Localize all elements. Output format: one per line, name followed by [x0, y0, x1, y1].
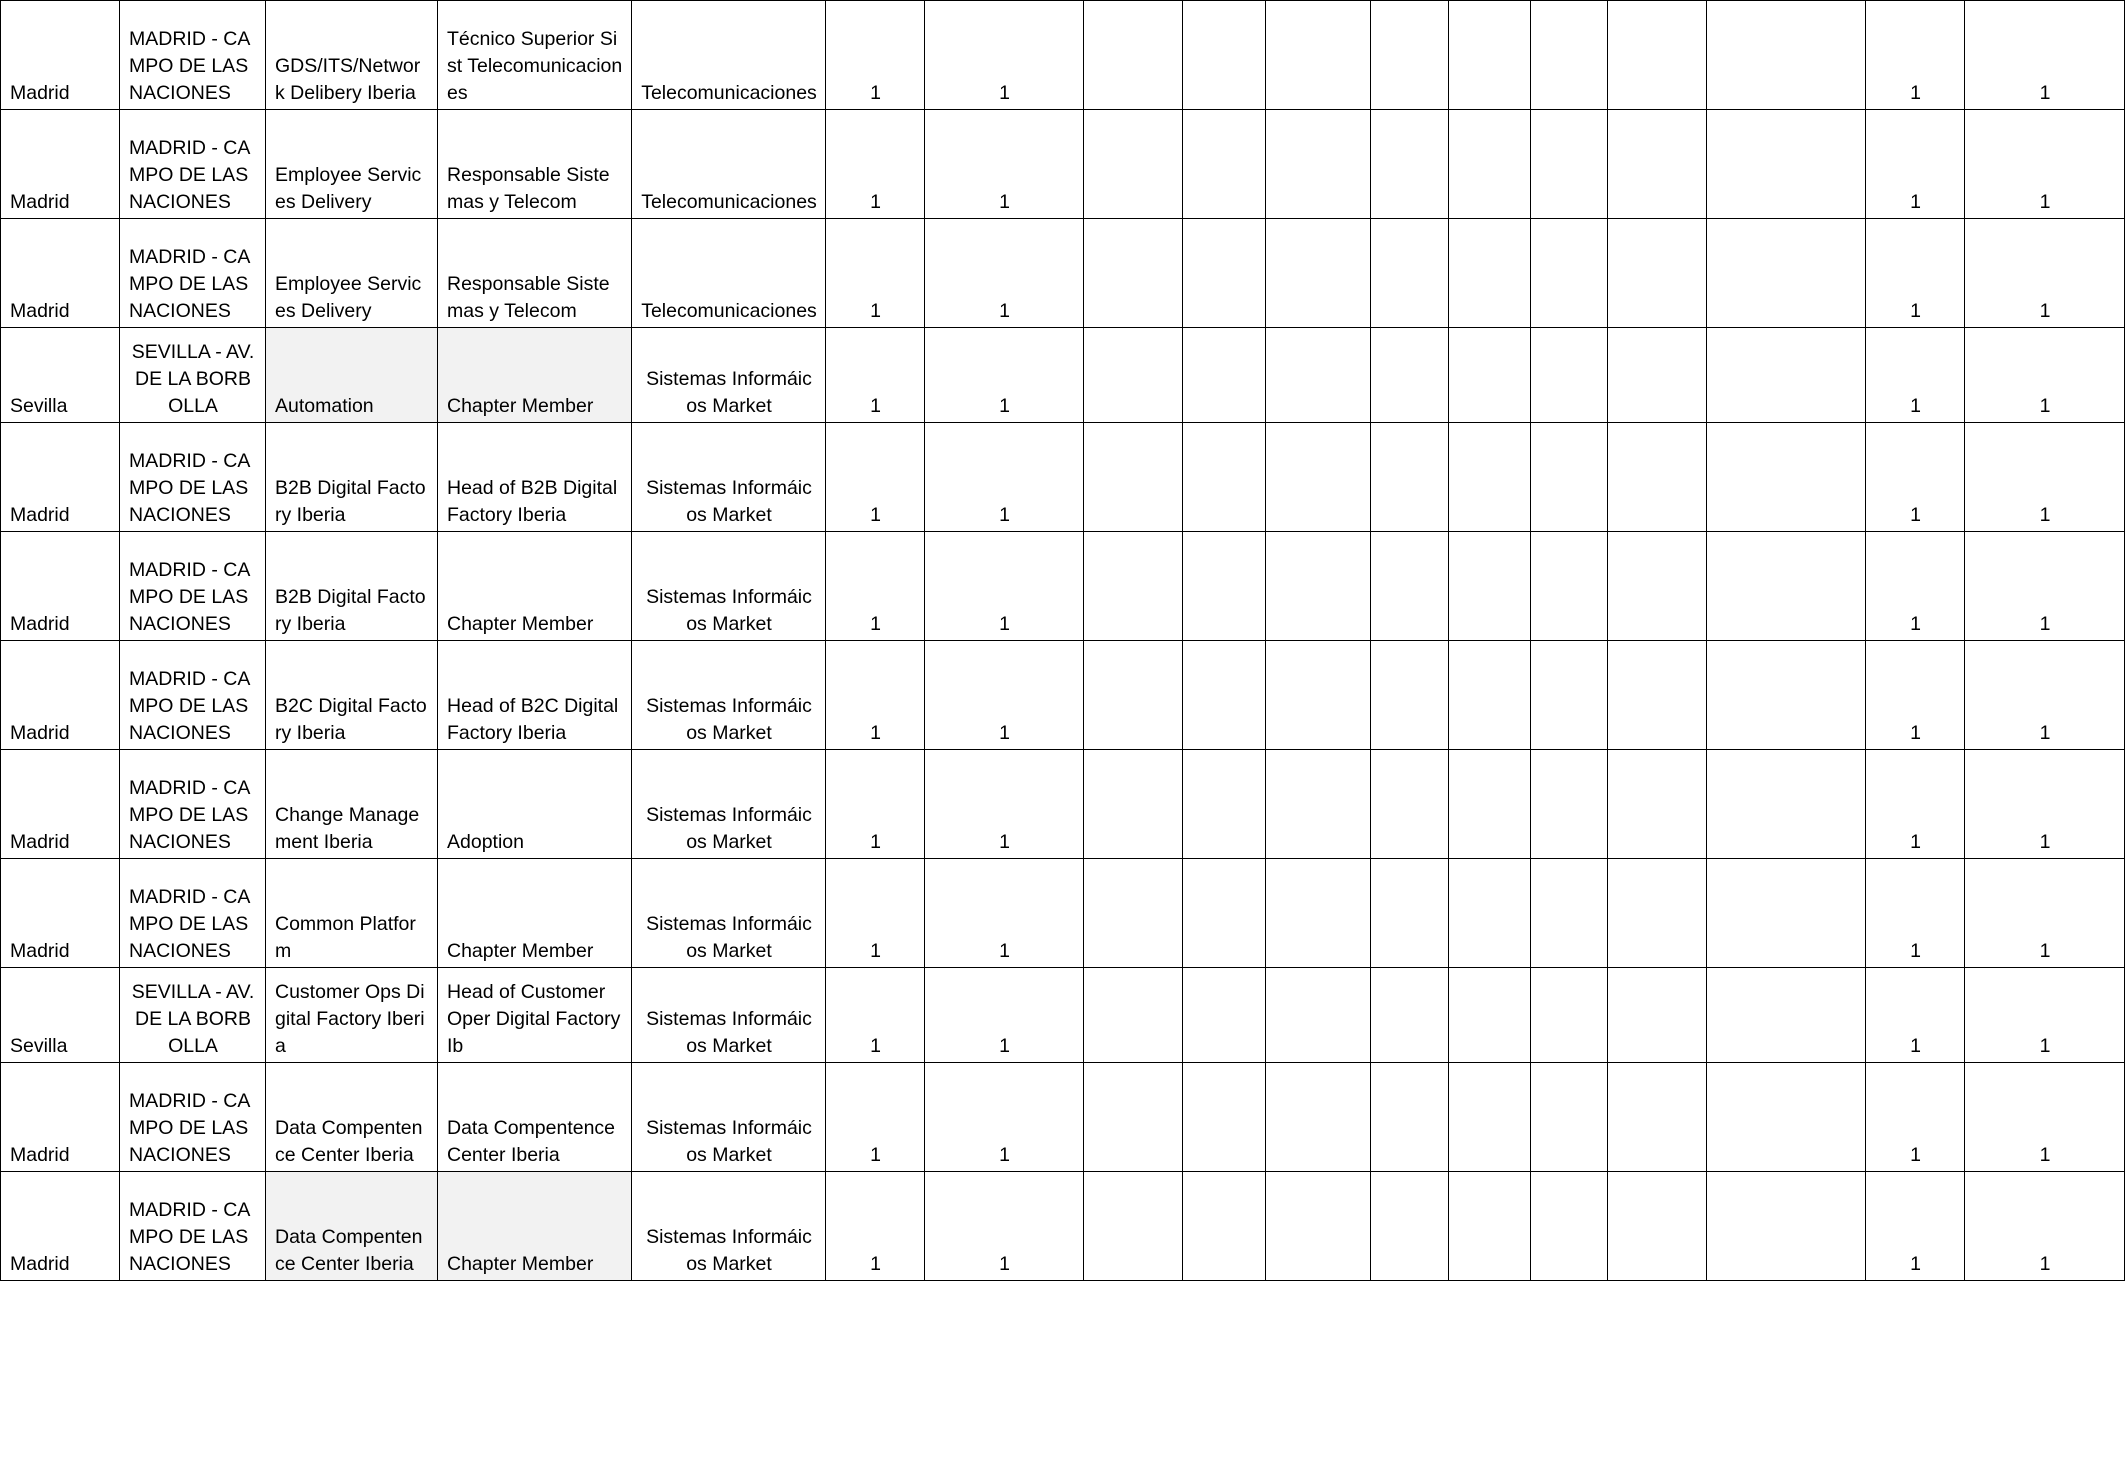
- role-cell[interactable]: Técnico Superior Sist Telecomunicaciones: [438, 1, 632, 110]
- empty-cell[interactable]: [1531, 641, 1608, 750]
- count-cell[interactable]: 1: [826, 1063, 925, 1172]
- table-row: [1, 423, 2125, 532]
- empty-cell[interactable]: [1266, 1, 1371, 110]
- table-row: [1, 859, 2125, 968]
- empty-cell[interactable]: [1707, 1172, 1866, 1281]
- empty-cell[interactable]: [1183, 328, 1266, 423]
- table-row: [1, 110, 2125, 219]
- count-cell[interactable]: 1: [1965, 859, 2125, 968]
- empty-cell[interactable]: [1449, 641, 1531, 750]
- role-cell[interactable]: Responsable Sistemas y Telecom: [438, 219, 632, 328]
- empty-cell[interactable]: [1084, 641, 1183, 750]
- count-cell[interactable]: 1: [826, 110, 925, 219]
- role-cell[interactable]: Chapter Member: [438, 859, 632, 968]
- empty-cell[interactable]: [1371, 1172, 1449, 1281]
- count-cell[interactable]: 1: [1866, 641, 1965, 750]
- role-cell[interactable]: Chapter Member: [438, 1172, 632, 1281]
- count-cell[interactable]: 1: [1866, 219, 1965, 328]
- empty-cell[interactable]: [1266, 1172, 1371, 1281]
- empty-cell[interactable]: [1183, 968, 1266, 1063]
- table-row: [1, 1, 2125, 110]
- empty-cell[interactable]: [1608, 328, 1707, 423]
- empty-cell[interactable]: [1608, 859, 1707, 968]
- table-row: [1, 968, 2125, 1063]
- role-cell[interactable]: Chapter Member: [438, 532, 632, 641]
- empty-cell[interactable]: [1531, 750, 1608, 859]
- category-cell[interactable]: Sistemas Informáicos Market: [632, 423, 826, 532]
- city-cell[interactable]: Madrid: [1, 750, 120, 859]
- category-cell[interactable]: Sistemas Informáicos Market: [632, 641, 826, 750]
- count-cell[interactable]: 1: [826, 859, 925, 968]
- count-cell[interactable]: 1: [826, 219, 925, 328]
- role-cell[interactable]: Responsable Sistemas y Telecom: [438, 110, 632, 219]
- site-cell[interactable]: MADRID - CAMPO DE LAS NACIONES: [120, 532, 266, 641]
- site-cell[interactable]: MADRID - CAMPO DE LAS NACIONES: [120, 859, 266, 968]
- category-cell[interactable]: Sistemas Informáicos Market: [632, 750, 826, 859]
- empty-cell[interactable]: [1183, 423, 1266, 532]
- site-cell[interactable]: MADRID - CAMPO DE LAS NACIONES: [120, 1172, 266, 1281]
- unit-cell[interactable]: Data Compentence Center Iberia: [266, 1063, 438, 1172]
- empty-cell[interactable]: [1707, 968, 1866, 1063]
- site-cell[interactable]: MADRID - CAMPO DE LAS NACIONES: [120, 219, 266, 328]
- empty-cell[interactable]: [1266, 750, 1371, 859]
- empty-cell[interactable]: [1084, 110, 1183, 219]
- count-cell[interactable]: 1: [1965, 532, 2125, 641]
- city-cell[interactable]: Madrid: [1, 110, 120, 219]
- empty-cell[interactable]: [1707, 859, 1866, 968]
- count-cell[interactable]: 1: [1965, 1172, 2125, 1281]
- empty-cell[interactable]: [1449, 1172, 1531, 1281]
- count-cell[interactable]: 1: [925, 1063, 1084, 1172]
- empty-cell[interactable]: [1449, 110, 1531, 219]
- empty-cell[interactable]: [1608, 1063, 1707, 1172]
- city-cell[interactable]: Madrid: [1, 859, 120, 968]
- unit-cell[interactable]: Employee Services Delivery: [266, 110, 438, 219]
- site-cell[interactable]: SEVILLA - AV.DE LA BORBOLLA: [120, 328, 266, 423]
- empty-cell[interactable]: [1266, 423, 1371, 532]
- city-cell[interactable]: Madrid: [1, 1063, 120, 1172]
- empty-cell[interactable]: [1084, 968, 1183, 1063]
- table-row: [1, 219, 2125, 328]
- role-cell[interactable]: Adoption: [438, 750, 632, 859]
- empty-cell[interactable]: [1449, 328, 1531, 423]
- empty-cell[interactable]: [1449, 532, 1531, 641]
- empty-cell[interactable]: [1449, 750, 1531, 859]
- empty-cell[interactable]: [1531, 859, 1608, 968]
- empty-cell[interactable]: [1084, 750, 1183, 859]
- empty-cell[interactable]: [1266, 110, 1371, 219]
- count-cell[interactable]: 1: [1965, 110, 2125, 219]
- count-cell[interactable]: 1: [1866, 750, 1965, 859]
- category-cell[interactable]: Telecomunicaciones: [632, 219, 826, 328]
- site-cell[interactable]: MADRID - CAMPO DE LAS NACIONES: [120, 750, 266, 859]
- empty-cell[interactable]: [1531, 968, 1608, 1063]
- count-cell[interactable]: 1: [925, 219, 1084, 328]
- empty-cell[interactable]: [1266, 1063, 1371, 1172]
- category-cell[interactable]: Telecomunicaciones: [632, 1, 826, 110]
- empty-cell[interactable]: [1266, 641, 1371, 750]
- count-cell[interactable]: 1: [1965, 1, 2125, 110]
- table-row: [1, 641, 2125, 750]
- table-row: [1, 532, 2125, 641]
- empty-cell[interactable]: [1266, 968, 1371, 1063]
- count-cell[interactable]: 1: [1866, 859, 1965, 968]
- category-cell[interactable]: Sistemas Informáicos Market: [632, 968, 826, 1063]
- table-body: [1, 1, 2125, 1281]
- empty-cell[interactable]: [1608, 750, 1707, 859]
- empty-cell[interactable]: [1608, 641, 1707, 750]
- empty-cell[interactable]: [1531, 219, 1608, 328]
- empty-cell[interactable]: [1371, 219, 1449, 328]
- city-cell[interactable]: Sevilla: [1, 328, 120, 423]
- empty-cell[interactable]: [1084, 423, 1183, 532]
- site-cell[interactable]: MADRID - CAMPO DE LAS NACIONES: [120, 110, 266, 219]
- count-cell[interactable]: 1: [925, 859, 1084, 968]
- empty-cell[interactable]: [1183, 110, 1266, 219]
- category-cell[interactable]: Telecomunicaciones: [632, 110, 826, 219]
- count-cell[interactable]: 1: [925, 1172, 1084, 1281]
- site-cell[interactable]: MADRID - CAMPO DE LAS NACIONES: [120, 1, 266, 110]
- empty-cell[interactable]: [1084, 328, 1183, 423]
- empty-cell[interactable]: [1449, 1063, 1531, 1172]
- unit-cell[interactable]: B2B Digital Factory Iberia: [266, 532, 438, 641]
- empty-cell[interactable]: [1084, 1, 1183, 110]
- empty-cell[interactable]: [1084, 219, 1183, 328]
- table-row: [1, 1172, 2125, 1281]
- empty-cell[interactable]: [1183, 750, 1266, 859]
- count-cell[interactable]: 1: [925, 1, 1084, 110]
- count-cell[interactable]: 1: [925, 532, 1084, 641]
- empty-cell[interactable]: [1084, 1172, 1183, 1281]
- empty-cell[interactable]: [1608, 968, 1707, 1063]
- count-cell[interactable]: 1: [1866, 1172, 1965, 1281]
- empty-cell[interactable]: [1608, 219, 1707, 328]
- role-cell[interactable]: Chapter Member: [438, 328, 632, 423]
- empty-cell[interactable]: [1371, 859, 1449, 968]
- site-cell[interactable]: MADRID - CAMPO DE LAS NACIONES: [120, 423, 266, 532]
- unit-cell[interactable]: GDS/ITS/Network Delibery Iberia: [266, 1, 438, 110]
- count-cell[interactable]: 1: [925, 328, 1084, 423]
- empty-cell[interactable]: [1531, 110, 1608, 219]
- empty-cell[interactable]: [1371, 328, 1449, 423]
- empty-cell[interactable]: [1531, 328, 1608, 423]
- count-cell[interactable]: 1: [1965, 1063, 2125, 1172]
- count-cell[interactable]: 1: [826, 641, 925, 750]
- count-cell[interactable]: 1: [1866, 1063, 1965, 1172]
- category-cell[interactable]: Sistemas Informáicos Market: [632, 532, 826, 641]
- count-cell[interactable]: 1: [1866, 110, 1965, 219]
- empty-cell[interactable]: [1531, 1, 1608, 110]
- empty-cell[interactable]: [1608, 1172, 1707, 1281]
- role-cell[interactable]: Head of B2C Digital Factory Iberia: [438, 641, 632, 750]
- empty-cell[interactable]: [1266, 532, 1371, 641]
- empty-cell[interactable]: [1531, 1063, 1608, 1172]
- empty-cell[interactable]: [1371, 532, 1449, 641]
- empty-cell[interactable]: [1707, 532, 1866, 641]
- category-cell[interactable]: Sistemas Informáicos Market: [632, 859, 826, 968]
- empty-cell[interactable]: [1371, 641, 1449, 750]
- unit-cell[interactable]: Change Management Iberia: [266, 750, 438, 859]
- unit-cell[interactable]: Automation: [266, 328, 438, 423]
- empty-cell[interactable]: [1449, 968, 1531, 1063]
- empty-cell[interactable]: [1183, 532, 1266, 641]
- unit-cell[interactable]: Common Platform: [266, 859, 438, 968]
- table-row: [1, 1063, 2125, 1172]
- empty-cell[interactable]: [1183, 219, 1266, 328]
- site-cell[interactable]: MADRID - CAMPO DE LAS NACIONES: [120, 641, 266, 750]
- count-cell[interactable]: 1: [925, 750, 1084, 859]
- count-cell[interactable]: 1: [1866, 968, 1965, 1063]
- empty-cell[interactable]: [1084, 859, 1183, 968]
- count-cell[interactable]: 1: [1965, 219, 2125, 328]
- empty-cell[interactable]: [1266, 328, 1371, 423]
- empty-cell[interactable]: [1449, 1, 1531, 110]
- table-row: [1, 328, 2125, 423]
- category-cell[interactable]: Sistemas Informáicos Market: [632, 1172, 826, 1281]
- empty-cell[interactable]: [1449, 219, 1531, 328]
- empty-cell[interactable]: [1707, 641, 1866, 750]
- city-cell[interactable]: Madrid: [1, 219, 120, 328]
- count-cell[interactable]: 1: [826, 328, 925, 423]
- unit-cell[interactable]: B2C Digital Factory Iberia: [266, 641, 438, 750]
- empty-cell[interactable]: [1707, 219, 1866, 328]
- count-cell[interactable]: 1: [1965, 328, 2125, 423]
- unit-cell[interactable]: B2B Digital Factory Iberia: [266, 423, 438, 532]
- empty-cell[interactable]: [1183, 1172, 1266, 1281]
- empty-cell[interactable]: [1707, 750, 1866, 859]
- count-cell[interactable]: 1: [826, 1172, 925, 1281]
- count-cell[interactable]: 1: [925, 110, 1084, 219]
- role-cell[interactable]: Head of B2B Digital Factory Iberia: [438, 423, 632, 532]
- count-cell[interactable]: 1: [1965, 423, 2125, 532]
- count-cell[interactable]: 1: [925, 641, 1084, 750]
- empty-cell[interactable]: [1608, 423, 1707, 532]
- count-cell[interactable]: 1: [1866, 423, 1965, 532]
- empty-cell[interactable]: [1608, 110, 1707, 219]
- empty-cell[interactable]: [1707, 1, 1866, 110]
- city-cell[interactable]: Madrid: [1, 641, 120, 750]
- city-cell[interactable]: Madrid: [1, 423, 120, 532]
- count-cell[interactable]: 1: [826, 1, 925, 110]
- empty-cell[interactable]: [1531, 423, 1608, 532]
- empty-cell[interactable]: [1371, 750, 1449, 859]
- empty-cell[interactable]: [1371, 968, 1449, 1063]
- category-cell[interactable]: Sistemas Informáicos Market: [632, 1063, 826, 1172]
- count-cell[interactable]: 1: [1866, 328, 1965, 423]
- empty-cell[interactable]: [1371, 1, 1449, 110]
- city-cell[interactable]: Sevilla: [1, 968, 120, 1063]
- empty-cell[interactable]: [1531, 1172, 1608, 1281]
- site-cell[interactable]: MADRID - CAMPO DE LAS NACIONES: [120, 1063, 266, 1172]
- empty-cell[interactable]: [1183, 859, 1266, 968]
- unit-cell[interactable]: Employee Services Delivery: [266, 219, 438, 328]
- role-cell[interactable]: Head of Customer Oper Digital Factory Ib: [438, 968, 632, 1063]
- count-cell[interactable]: 1: [1965, 641, 2125, 750]
- city-cell[interactable]: Madrid: [1, 532, 120, 641]
- count-cell[interactable]: 1: [925, 968, 1084, 1063]
- empty-cell[interactable]: [1371, 1063, 1449, 1172]
- empty-cell[interactable]: [1266, 219, 1371, 328]
- empty-cell[interactable]: [1707, 110, 1866, 219]
- site-cell[interactable]: SEVILLA - AV.DE LA BORBOLLA: [120, 968, 266, 1063]
- empty-cell[interactable]: [1707, 328, 1866, 423]
- empty-cell[interactable]: [1266, 859, 1371, 968]
- empty-cell[interactable]: [1183, 1063, 1266, 1172]
- empty-cell[interactable]: [1608, 1, 1707, 110]
- unit-cell[interactable]: Customer Ops Digital Factory Iberia: [266, 968, 438, 1063]
- empty-cell[interactable]: [1084, 1063, 1183, 1172]
- empty-cell[interactable]: [1707, 1063, 1866, 1172]
- count-cell[interactable]: 1: [826, 532, 925, 641]
- count-cell[interactable]: 1: [826, 750, 925, 859]
- unit-cell[interactable]: Data Compentence Center Iberia: [266, 1172, 438, 1281]
- table-row: [1, 750, 2125, 859]
- count-cell[interactable]: 1: [826, 423, 925, 532]
- empty-cell[interactable]: [1084, 532, 1183, 641]
- role-cell[interactable]: Data Compentence Center Iberia: [438, 1063, 632, 1172]
- empty-cell[interactable]: [1183, 641, 1266, 750]
- city-cell[interactable]: Madrid: [1, 1172, 120, 1281]
- city-cell[interactable]: Madrid: [1, 1, 120, 110]
- count-cell[interactable]: 1: [1965, 750, 2125, 859]
- category-cell[interactable]: Sistemas Informáicos Market: [632, 328, 826, 423]
- empty-cell[interactable]: [1608, 532, 1707, 641]
- count-cell[interactable]: 1: [925, 423, 1084, 532]
- empty-cell[interactable]: [1371, 110, 1449, 219]
- empty-cell[interactable]: [1371, 423, 1449, 532]
- empty-cell[interactable]: [1707, 423, 1866, 532]
- count-cell[interactable]: 1: [1965, 968, 2125, 1063]
- count-cell[interactable]: 1: [826, 968, 925, 1063]
- empty-cell[interactable]: [1183, 1, 1266, 110]
- count-cell[interactable]: 1: [1866, 1, 1965, 110]
- empty-cell[interactable]: [1449, 859, 1531, 968]
- empty-cell[interactable]: [1531, 532, 1608, 641]
- empty-cell[interactable]: [1449, 423, 1531, 532]
- count-cell[interactable]: 1: [1866, 532, 1965, 641]
